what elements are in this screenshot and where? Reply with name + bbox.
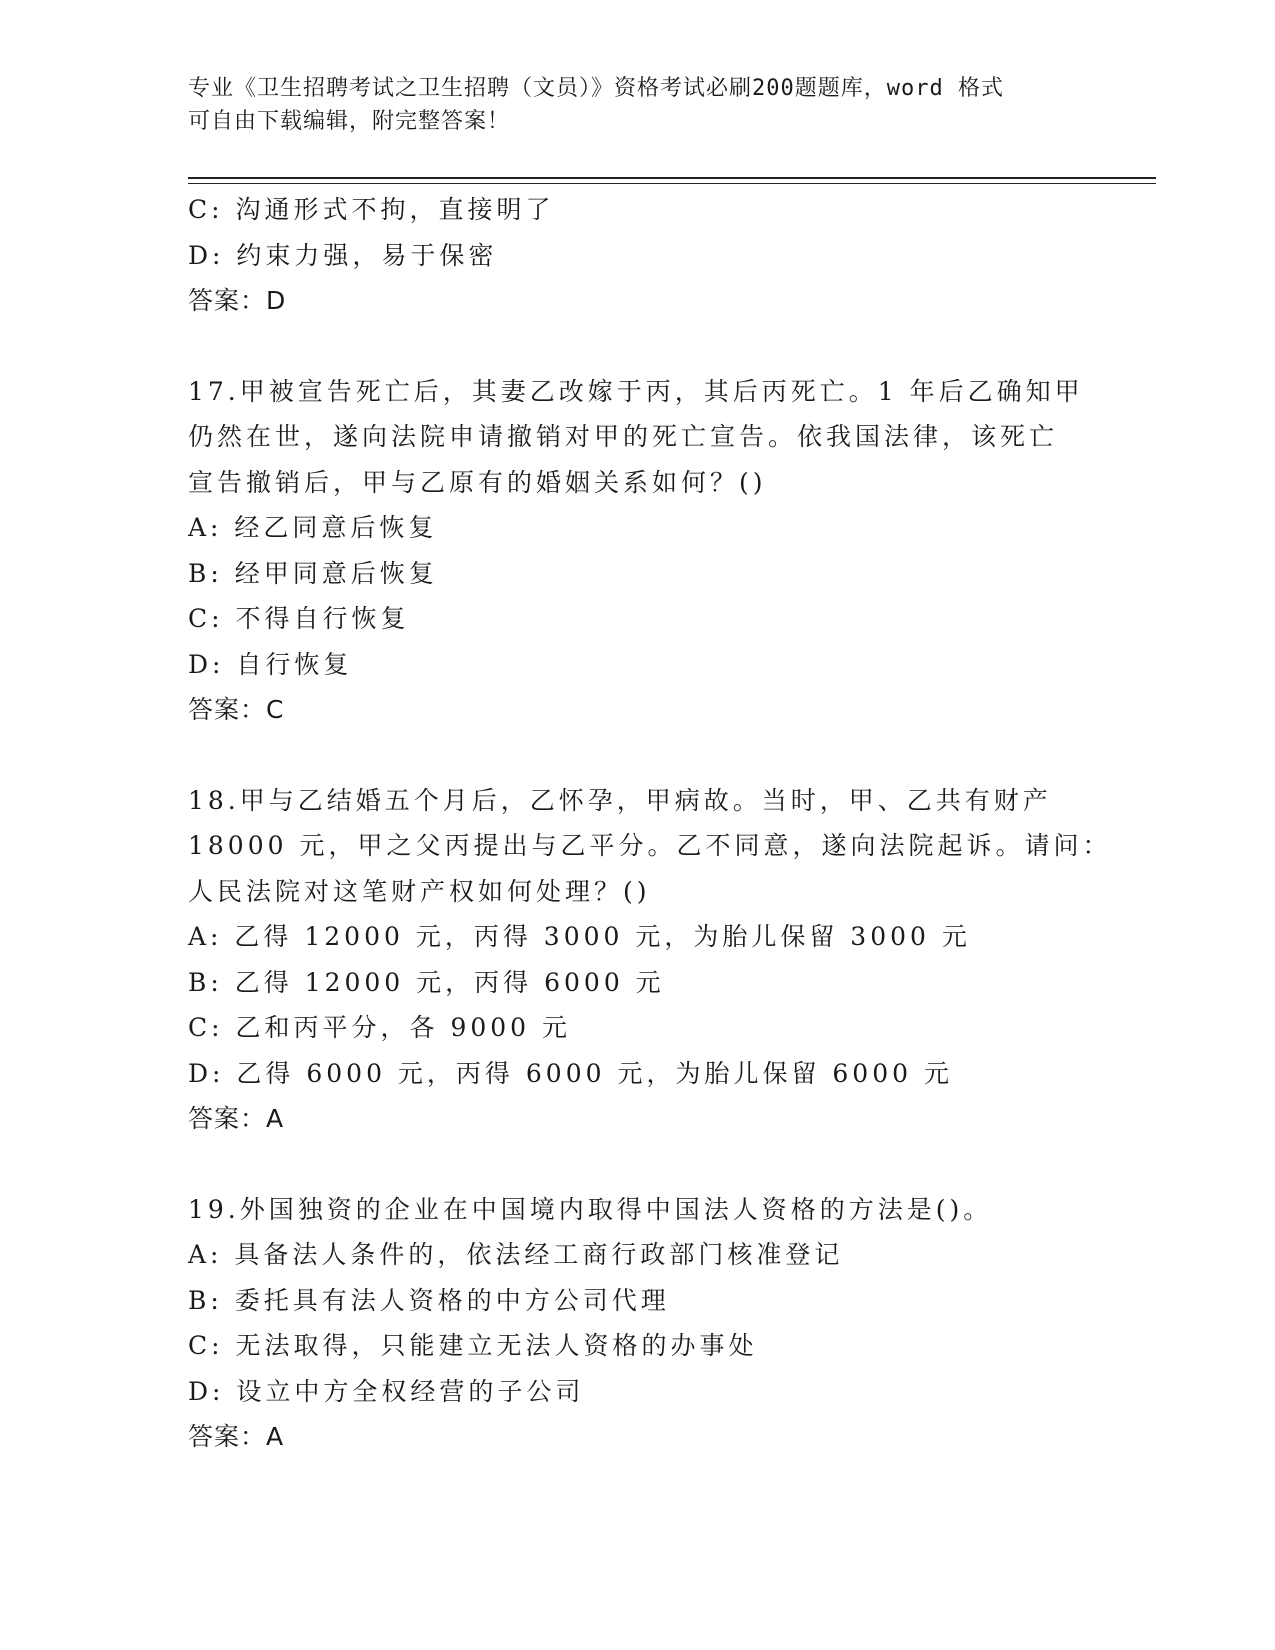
question-stem-line: 人民法院对这笔财产权如何处理？() (188, 876, 651, 906)
question-stem-line: 仍然在世，遂向法院申请撤销对甲的死亡宣告。依我国法律，该死亡 (188, 422, 1059, 451)
header-rule-thin (188, 183, 1156, 184)
question-stem-line: 18.甲与乙结婚五个月后，乙怀孕，甲病故。当时，甲、乙共有财产 (188, 785, 1052, 815)
answer-line: 答案：C (188, 695, 285, 724)
option-b: B: 乙得 12000 元，丙得 6000 元 (188, 967, 665, 997)
answer-line: 答案：A (188, 1422, 285, 1451)
question-stem-line: 宣告撤销后，甲与乙原有的婚姻关系如何？() (188, 467, 767, 497)
option-c: C: 无法取得，只能建立无法人资格的办事处 (188, 1331, 758, 1360)
header-rule-thick (188, 177, 1156, 179)
question-stem-line: 18000 元，甲之父丙提出与乙平分。乙不同意，遂向法院起诉。请问： (188, 831, 1112, 860)
answer-line: 答案：D (188, 286, 287, 315)
option-a: A: 具备法人条件的，依法经工商行政部门核准登记 (188, 1240, 844, 1269)
option-c: C: 沟通形式不拘，直接明了 (188, 195, 555, 224)
question-19 (188, 1187, 1088, 1460)
question-18 (188, 778, 1112, 1142)
prev-question-block (188, 187, 1088, 324)
option-a: A: 经乙同意后恢复 (188, 513, 438, 542)
option-d: D: 约束力强，易于保密 (188, 240, 498, 270)
document-header (188, 72, 1088, 138)
header-line-2: 可自由下载编辑，附完整答案！ (188, 109, 511, 134)
document-body (188, 187, 1112, 1460)
option-d: D: 自行恢复 (188, 649, 353, 679)
question-stem-line: 17.甲被宣告死亡后，其妻乙改嫁于丙，其后丙死亡。1 年后乙确知甲 (188, 376, 1084, 406)
option-c: C: 乙和丙平分，各 9000 元 (188, 1013, 572, 1042)
question-17 (188, 369, 1088, 733)
option-b: B: 经甲同意后恢复 (188, 558, 438, 588)
option-b: B: 委托具有法人资格的中方公司代理 (188, 1285, 670, 1315)
option-a: A: 乙得 12000 元，丙得 3000 元，为胎儿保留 3000 元 (188, 922, 971, 951)
option-d: D: 乙得 6000 元，丙得 6000 元，为胎儿保留 6000 元 (188, 1058, 953, 1088)
option-d: D: 设立中方全权经营的子公司 (188, 1376, 585, 1406)
option-c: C: 不得自行恢复 (188, 604, 410, 633)
header-line-1: 专业《卫生招聘考试之卫生招聘（文员）》资格考试必刷200题题库，word 格式 (188, 76, 1004, 101)
question-stem-line: 19.外国独资的企业在中国境内取得中国法人资格的方法是()。 (188, 1194, 993, 1224)
answer-line: 答案：A (188, 1104, 285, 1133)
